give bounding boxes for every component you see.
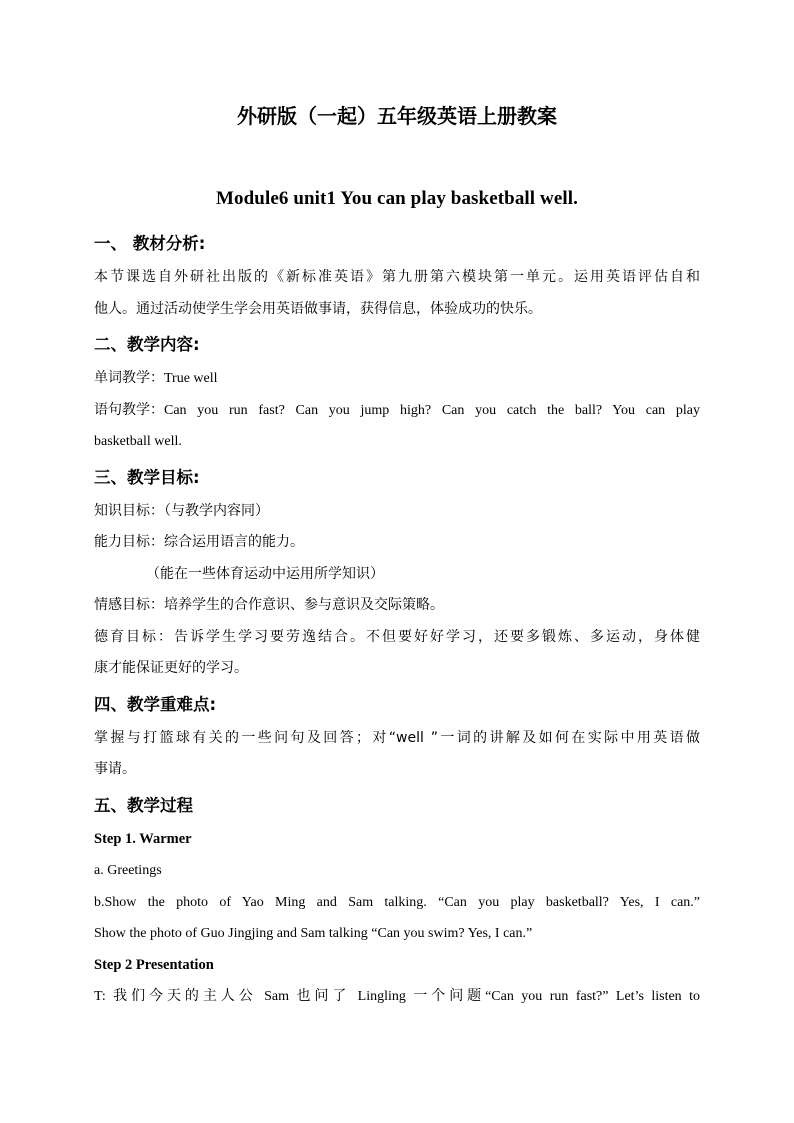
sentences-line-1 (94, 395, 700, 427)
vocabulary-label: 单词教学： (94, 370, 164, 386)
sentences-label: 语句教学： (94, 401, 164, 418)
section-heading-teaching-content: 二、教学内容: (94, 335, 200, 354)
section-heading-teaching-goals: 三、教学目标: (94, 467, 200, 487)
material-analysis-line-1: 本节课选自外研社出版的《新标准英语》第九册第六模块第一单元。运用英语评估自和 (94, 269, 700, 285)
section-heading-key-points: 四、教学重难点: (94, 694, 217, 714)
ability-goal: 能力目标：综合运用语言的能力。 (94, 534, 304, 550)
document-title: 外研版（一起）五年级英语上册教案 (237, 104, 557, 128)
document-body (94, 228, 700, 1013)
section-heading-teaching-process: 五、教学过程 (94, 795, 193, 815)
material-analysis-line-2: 他人。通过活动使学生学会用英语做事请，获得信息，体验成功的快乐。 (94, 300, 542, 317)
sentences-line-2: basketball well. (94, 434, 182, 449)
sentences-text-1: Can you run fast? Can you jump high? Can you catch the ball? You can play (164, 402, 700, 418)
key-points-line-2: 事请。 (94, 761, 136, 777)
step2-line-a: T: 我们今天的主人公 Sam 也问了 Lingling 一个问题“Can you run fast?” Let’s listen to (94, 989, 700, 1004)
step2-heading: Step 2 Presentation (94, 956, 214, 973)
step1-line-c: Show the photo of Guo Jingjing and Sam talking “Can you swim? Yes, I can.” (94, 926, 533, 941)
step1-line-a: a. Greetings (94, 863, 162, 878)
lesson-title: Module6 unit1 You can play basketball well. (215, 188, 578, 209)
emotion-goal: 情感目标：培养学生的合作意识、参与意识及交际策略。 (94, 597, 444, 613)
step1-line-b: b.Show the photo of Yao Ming and Sam talking. “Can you play basketball? Yes, I can.” (94, 894, 700, 910)
vocabulary-words: True well (164, 371, 218, 386)
section-heading-material-analysis: 一、 教材分析: (94, 234, 206, 253)
step1-heading: Step 1. Warmer (94, 830, 192, 847)
key-points-line-1: 掌握与打篮球有关的一些问句及回答；对“well ”一词的讲解及如何在实际中用英语做 (94, 729, 700, 746)
moral-goal-line-1: 德育目标：告诉学生学习要劳逸结合。不但要好好学习，还要多锻炼、多运动，身体健 (94, 628, 700, 645)
vocabulary-line (94, 363, 700, 395)
moral-goal-line-2: 康才能保证更好的学习。 (94, 660, 248, 676)
ability-goal-note: （能在一些体育运动中运用所学知识） (146, 565, 384, 582)
knowledge-goal: 知识目标：（与教学内容同） (94, 502, 269, 519)
